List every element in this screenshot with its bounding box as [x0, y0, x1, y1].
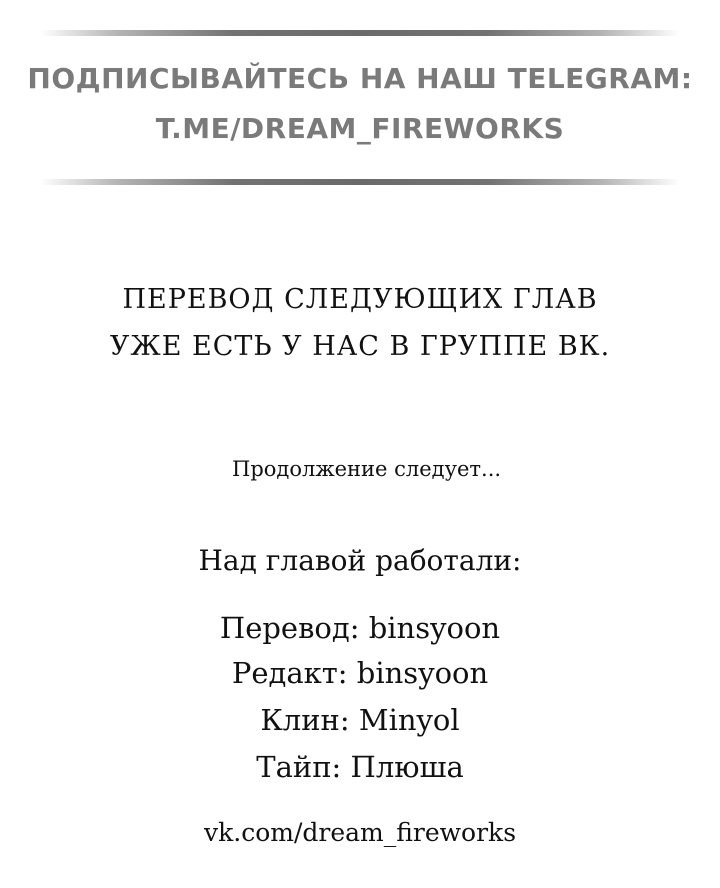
- telegram-subscribe-text: ПОДПИСЫВАЙТЕСЬ НА НАШ TELEGRAM:: [27, 62, 693, 95]
- banner-bottom-divider: [40, 179, 680, 185]
- credit-cleaning: Клин: Minyol: [260, 703, 460, 737]
- banner-top-divider: [40, 30, 680, 36]
- credit-typesetting: Тайп: Плюша: [256, 750, 464, 784]
- announcement-line-2: УЖЕ ЕСТЬ У НАС В ГРУППЕ ВК.: [109, 331, 611, 362]
- credit-editing: Редакт: binsyoon: [231, 656, 489, 690]
- credits-heading: Над главой работали:: [198, 544, 522, 577]
- telegram-link[interactable]: T.ME/DREAM_FIREWORKS: [155, 112, 565, 145]
- credit-translation: Перевод: binsyoon: [219, 611, 501, 645]
- vk-group-link[interactable]: vk.com/dream_fireworks: [203, 818, 517, 847]
- to-be-continued-text: Продолжение следует...: [232, 457, 502, 481]
- announcement-line-1: ПЕРЕВОД СЛЕДУЮЩИХ ГЛАВ: [122, 284, 598, 315]
